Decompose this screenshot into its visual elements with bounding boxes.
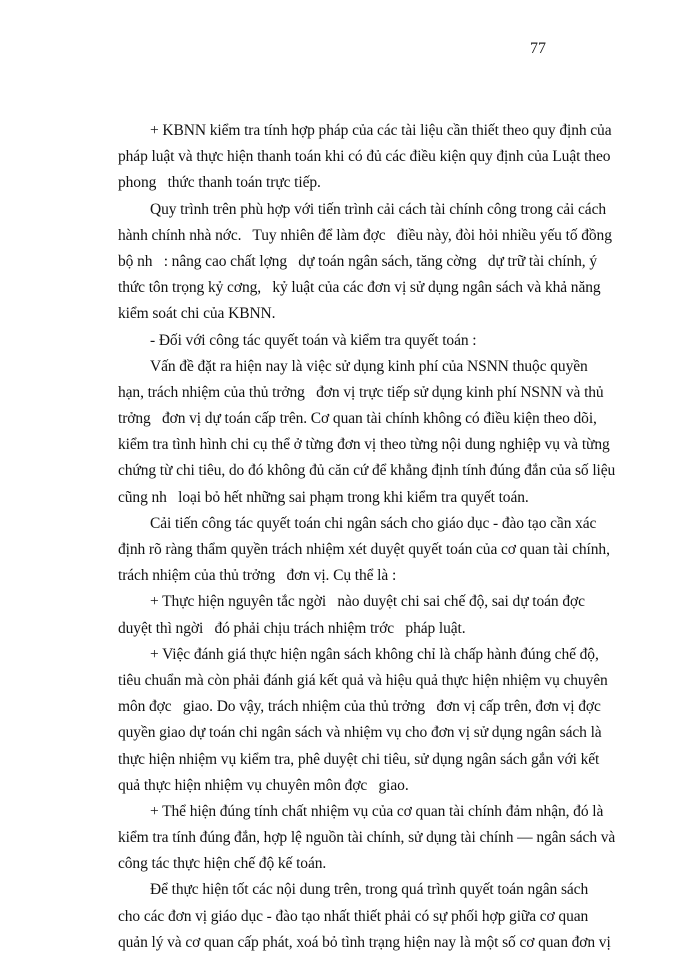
text-line: + Việc đánh giá thực hiện ngân sách không chỉ là chấp hành đúng chế độ, [150, 645, 599, 663]
text-line: Cải tiến công tác quyết toán chi ngân sách cho giáo dục - đào tạo cần xác [150, 514, 597, 532]
text-line: cho các đơn vị giáo dục - đào tạo nhất thiết phải có sự phối hợp giữa cơ quan [118, 907, 589, 925]
text-line: + Thể hiện đúng tính chất nhiệm vụ của cơ quan tài chính đảm nhận, đó là [150, 802, 604, 820]
text-line: quyền giao dự toán chi ngân sách và nhiệm vụ cho đơn vị sử dụng ngân sách là [118, 724, 602, 742]
text-line: chứng từ chi tiêu, do đó không đủ căn cứ để khẳng định tính đúng đắn của số liệu [118, 462, 616, 480]
text-line: + KBNN kiểm tra tính hợp pháp của các tài liệu cần thiết theo quy định của [150, 122, 612, 139]
paragraph-improvement [118, 511, 646, 590]
paragraph-coordination [118, 877, 646, 956]
paragraph-kbnn-check [118, 118, 646, 197]
paragraph-principle [118, 589, 646, 641]
text-line: duyệt thì ngời đó phải chịu trách nhiệm trớc pháp luật. [118, 619, 466, 637]
text-line: pháp luật và thực hiện thanh toán khi có đủ các điều kiện quy định của Luật theo [118, 148, 611, 166]
text-line: tiêu chuẩn mà còn phải đánh giá kết quả và hiệu quả thực hiện nhiệm vụ chuyên [118, 671, 608, 689]
paragraph-evaluation [118, 642, 646, 799]
text-line: bộ nh : nâng cao chất lợng dự toán ngân sách, tăng cờng dự trữ tài chính, ý [118, 252, 598, 270]
text-line: cũng nh loại bỏ hết những sai phạm trong khi kiểm tra quyết toán. [118, 488, 529, 506]
text-line: quả thực hiện nhiệm vụ chuyên môn đợc giao. [118, 776, 409, 794]
text-line: kiểm tra tình hình chi cụ thể ở từng đơn vị theo từng nội dung nghiệp vụ và từng [118, 436, 610, 454]
paragraph-process-reform [118, 197, 646, 328]
document-body [118, 118, 646, 956]
text-line: công tác thực hiện chế độ kế toán. [118, 855, 327, 873]
paragraph-finance-role [118, 799, 646, 878]
text-line: + Thực hiện nguyên tắc ngời nào duyệt chi sai chế độ, sai dự toán đợc [150, 593, 585, 611]
text-line: trởng đơn vị dự toán cấp trên. Cơ quan tài chính không có điều kiện theo dõi, [118, 410, 597, 428]
paragraph-issue [118, 354, 646, 511]
text-line: thức tôn trọng kỷ cơng, kỷ luật của các đơn vị sử dụng ngân sách và khả năng [118, 279, 601, 297]
page-number: 77 [530, 40, 546, 57]
text-line: Quy trình trên phù hợp với tiến trình cải cách tài chính công trong cải cách [150, 200, 606, 218]
text-line: Vấn đề đặt ra hiện nay là việc sử dụng kinh phí của NSNN thuộc quyền [150, 357, 588, 375]
paragraph-settlement-heading [118, 328, 646, 354]
text-line: kiểm tra tính đúng đắn, hợp lệ nguồn tài chính, sử dụng tài chính — ngân sách và [118, 829, 616, 847]
text-line: - Đối với công tác quyết toán và kiểm tra quyết toán : [150, 331, 477, 349]
text-line: trách nhiệm của thủ trởng đơn vị. Cụ thể là : [118, 567, 397, 585]
text-line: kiểm soát chi của KBNN. [118, 305, 276, 323]
text-line: hành chính nhà nớc. Tuy nhiên để làm đợc điều này, đòi hỏi nhiều yếu tố đồng [118, 226, 612, 244]
text-line: thực hiện nhiệm vụ kiểm tra, phê duyệt chi tiêu, sử dụng ngân sách gắn với kết [118, 750, 600, 768]
text-line: Để thực hiện tốt các nội dung trên, trong quá trình quyết toán ngân sách [150, 881, 589, 899]
text-line: môn đợc giao. Do vậy, trách nhiệm của thủ trởng đơn vị cấp trên, đơn vị đợc [118, 698, 601, 716]
text-line: hạn, trách nhiệm của thủ trởng đơn vị trực tiếp sử dụng kinh phí NSNN và thủ [118, 383, 604, 401]
text-line: quản lý và cơ quan cấp phát, xoá bỏ tình trạng hiện nay là một số cơ quan đơn vị [118, 933, 611, 951]
text-line: phong thức thanh toán trực tiếp. [118, 174, 321, 192]
text-line: định rõ ràng thẩm quyền trách nhiệm xét duyệt quyết toán của cơ quan tài chính, [118, 541, 610, 558]
